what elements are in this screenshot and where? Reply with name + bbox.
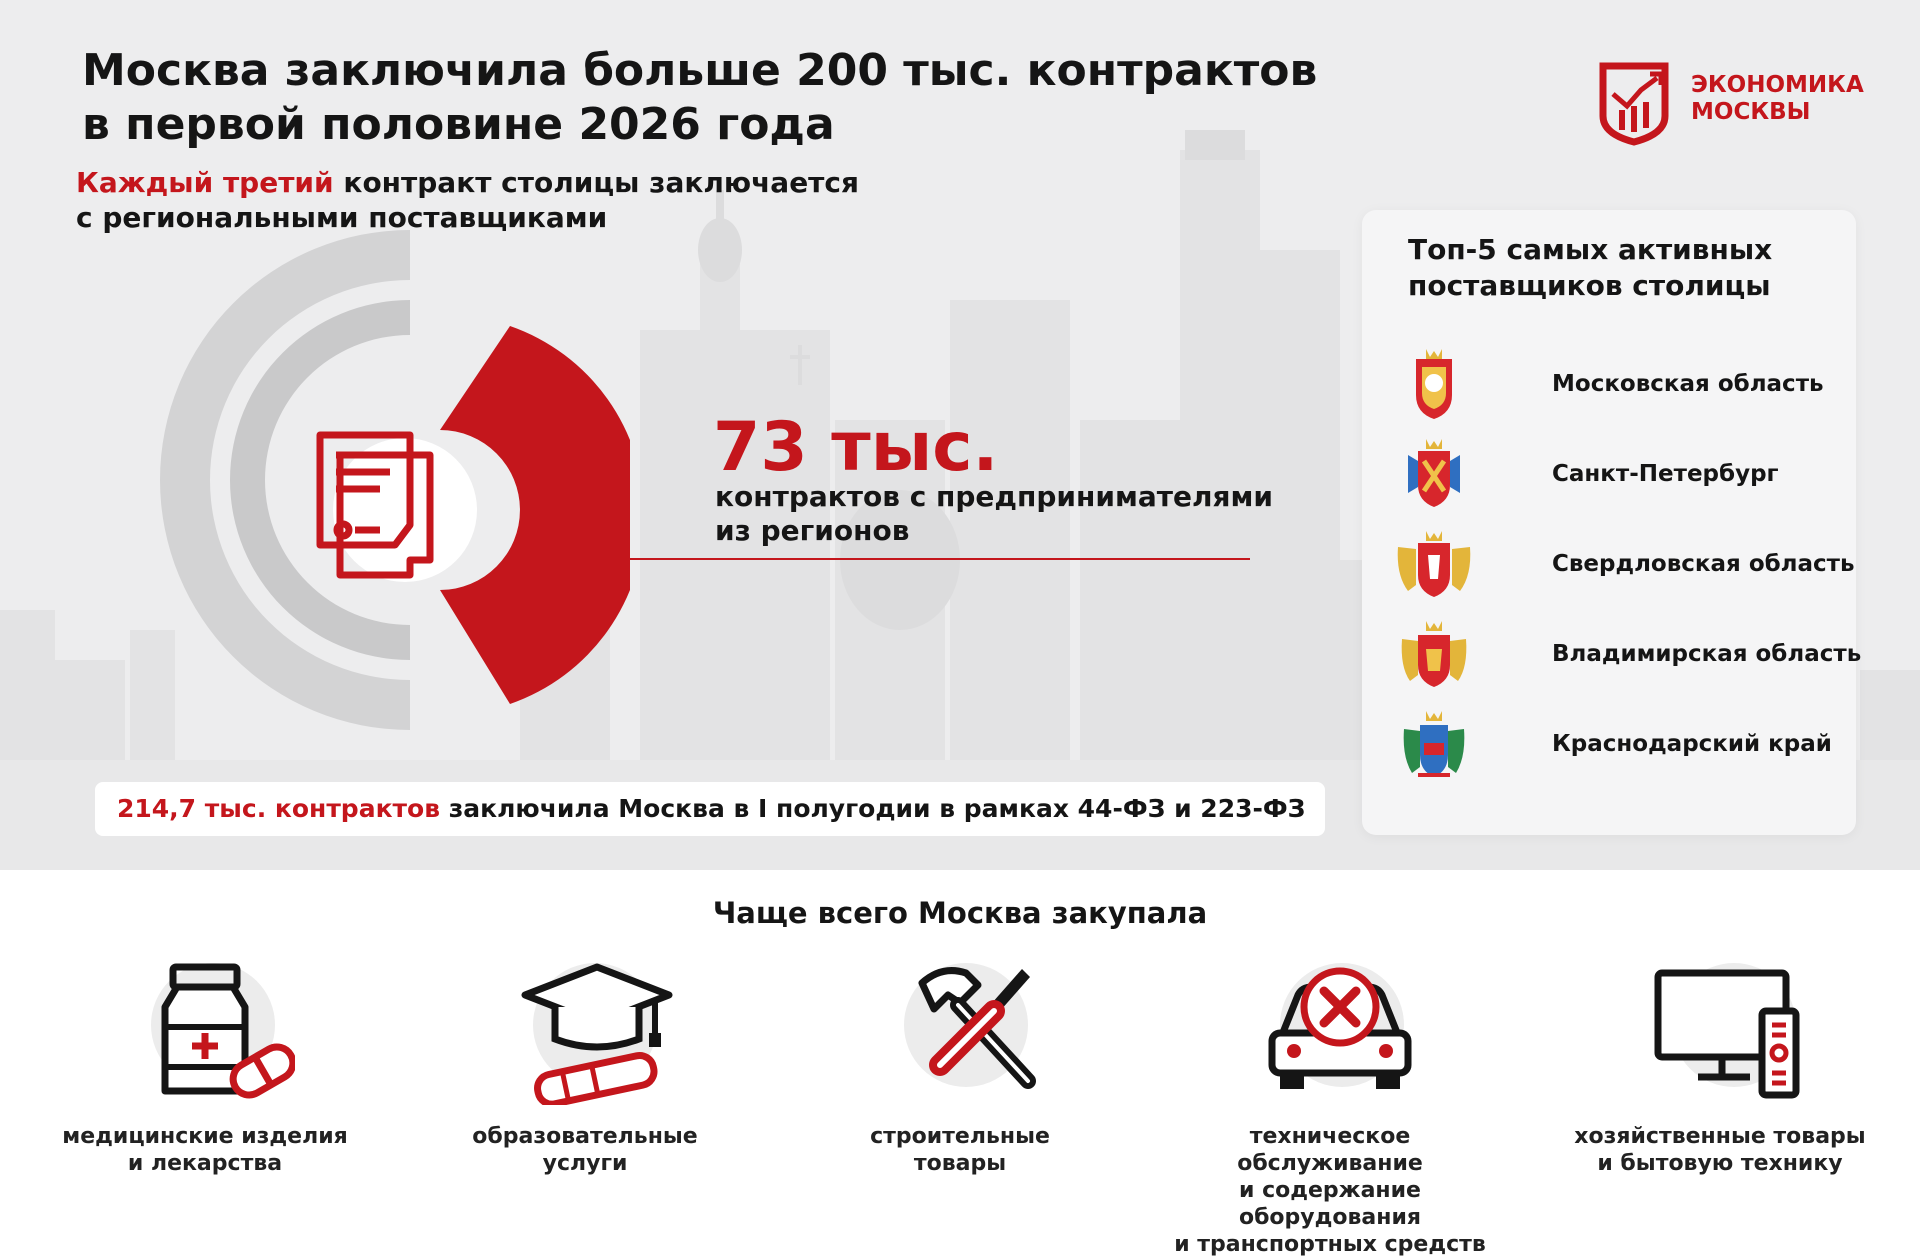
moscow-oblast-coat-of-arms-icon [1394, 345, 1474, 425]
top5-item-label: Московская область [1552, 371, 1824, 397]
subtitle-rest: контракт столицы заключается [333, 166, 859, 199]
subtitle-line-1 [76, 165, 859, 200]
purchase-category-label [415, 1123, 755, 1177]
saint-petersburg-coat-of-arms-icon [1394, 435, 1474, 515]
purchase-category-item [415, 955, 755, 1215]
graduation-cap-icon [515, 955, 675, 1105]
top5-item [1394, 345, 1834, 425]
top5-item-label: Свердловская область [1552, 551, 1855, 577]
title-line-1: Москва заключила больше 200 тыс. контрактов [82, 45, 1318, 96]
label-line: хозяйственные товары [1574, 1124, 1866, 1149]
logo-text [1691, 72, 1864, 126]
highlight-caption-line-1: контрактов с предпринимателями [715, 480, 1273, 513]
label-line: медицинские изделия [62, 1124, 348, 1149]
krasnodar-coat-of-arms-icon [1394, 705, 1474, 785]
label-line: и бытовую технику [1597, 1151, 1843, 1176]
highlight-value: 73 тыс. [713, 408, 999, 487]
subtitle [76, 165, 859, 235]
label-line: образовательные [472, 1124, 698, 1149]
label-line: и лекарства [127, 1151, 283, 1176]
tools-icon [890, 955, 1050, 1105]
label-line: услуги [542, 1151, 628, 1176]
medicine-bottle-icon [135, 955, 295, 1105]
label-line: товары [913, 1151, 1007, 1176]
car-service-icon [1260, 955, 1420, 1105]
vladimir-coat-of-arms-icon [1394, 615, 1474, 695]
top5-item-label: Владимирская область [1552, 641, 1862, 667]
top5-item-label: Краснодарский край [1552, 731, 1832, 757]
top5-item-label: Санкт-Петербург [1552, 461, 1779, 487]
top5-title [1408, 232, 1772, 304]
purchases-title: Чаще всего Москва закупала [712, 896, 1208, 930]
highlight-caption [715, 480, 1273, 548]
title-line-2: в первой половине 2026 года [82, 99, 835, 150]
logo-line-1: ЭКОНОМИКА [1691, 72, 1864, 98]
donut-center [333, 438, 477, 582]
purchase-category-label [1160, 1123, 1500, 1258]
page-title [82, 44, 1317, 152]
chart-shield-icon [1595, 60, 1677, 146]
logo [1595, 60, 1895, 146]
top5-item [1394, 615, 1862, 695]
share-donut-chart [150, 230, 630, 750]
highlight-underline [620, 558, 1250, 560]
highlight-caption-line-2: из регионов [715, 514, 910, 547]
label-line: техническое обслуживание [1237, 1124, 1423, 1176]
purchase-category-item [1550, 955, 1890, 1215]
top5-title-line-2: поставщиков столицы [1408, 269, 1771, 302]
top5-item [1394, 705, 1834, 785]
total-contracts-banner [95, 782, 1325, 836]
purchase-category-label [1550, 1123, 1890, 1177]
purchase-category-item [1160, 955, 1500, 1257]
logo-line-2: МОСКВЫ [1691, 99, 1811, 125]
purchase-category-item [790, 955, 1130, 1215]
label-line: строительные [870, 1124, 1050, 1149]
label-line: и транспортных средств [1174, 1232, 1486, 1257]
top5-panel [1362, 210, 1862, 835]
tv-remote-icon [1650, 955, 1810, 1105]
purchase-category-label [790, 1123, 1130, 1177]
banner-rest: заключила Москва в I полугодии в рамках 44-ФЗ и 223-ФЗ [440, 794, 1306, 823]
purchase-category-item [35, 955, 375, 1215]
banner-text [117, 794, 1305, 824]
top5-item [1394, 435, 1834, 515]
top5-title-line-1: Топ-5 самых активных [1408, 233, 1773, 266]
top5-item [1394, 525, 1855, 605]
subtitle-accent: Каждый третий [76, 166, 334, 199]
label-line: и содержание оборудования [1238, 1178, 1422, 1230]
subtitle-line-2: с региональными поставщиками [76, 201, 608, 234]
sverdlovsk-coat-of-arms-icon [1394, 525, 1474, 605]
purchase-category-label [35, 1123, 375, 1177]
banner-accent: 214,7 тыс. контрактов [117, 794, 441, 823]
